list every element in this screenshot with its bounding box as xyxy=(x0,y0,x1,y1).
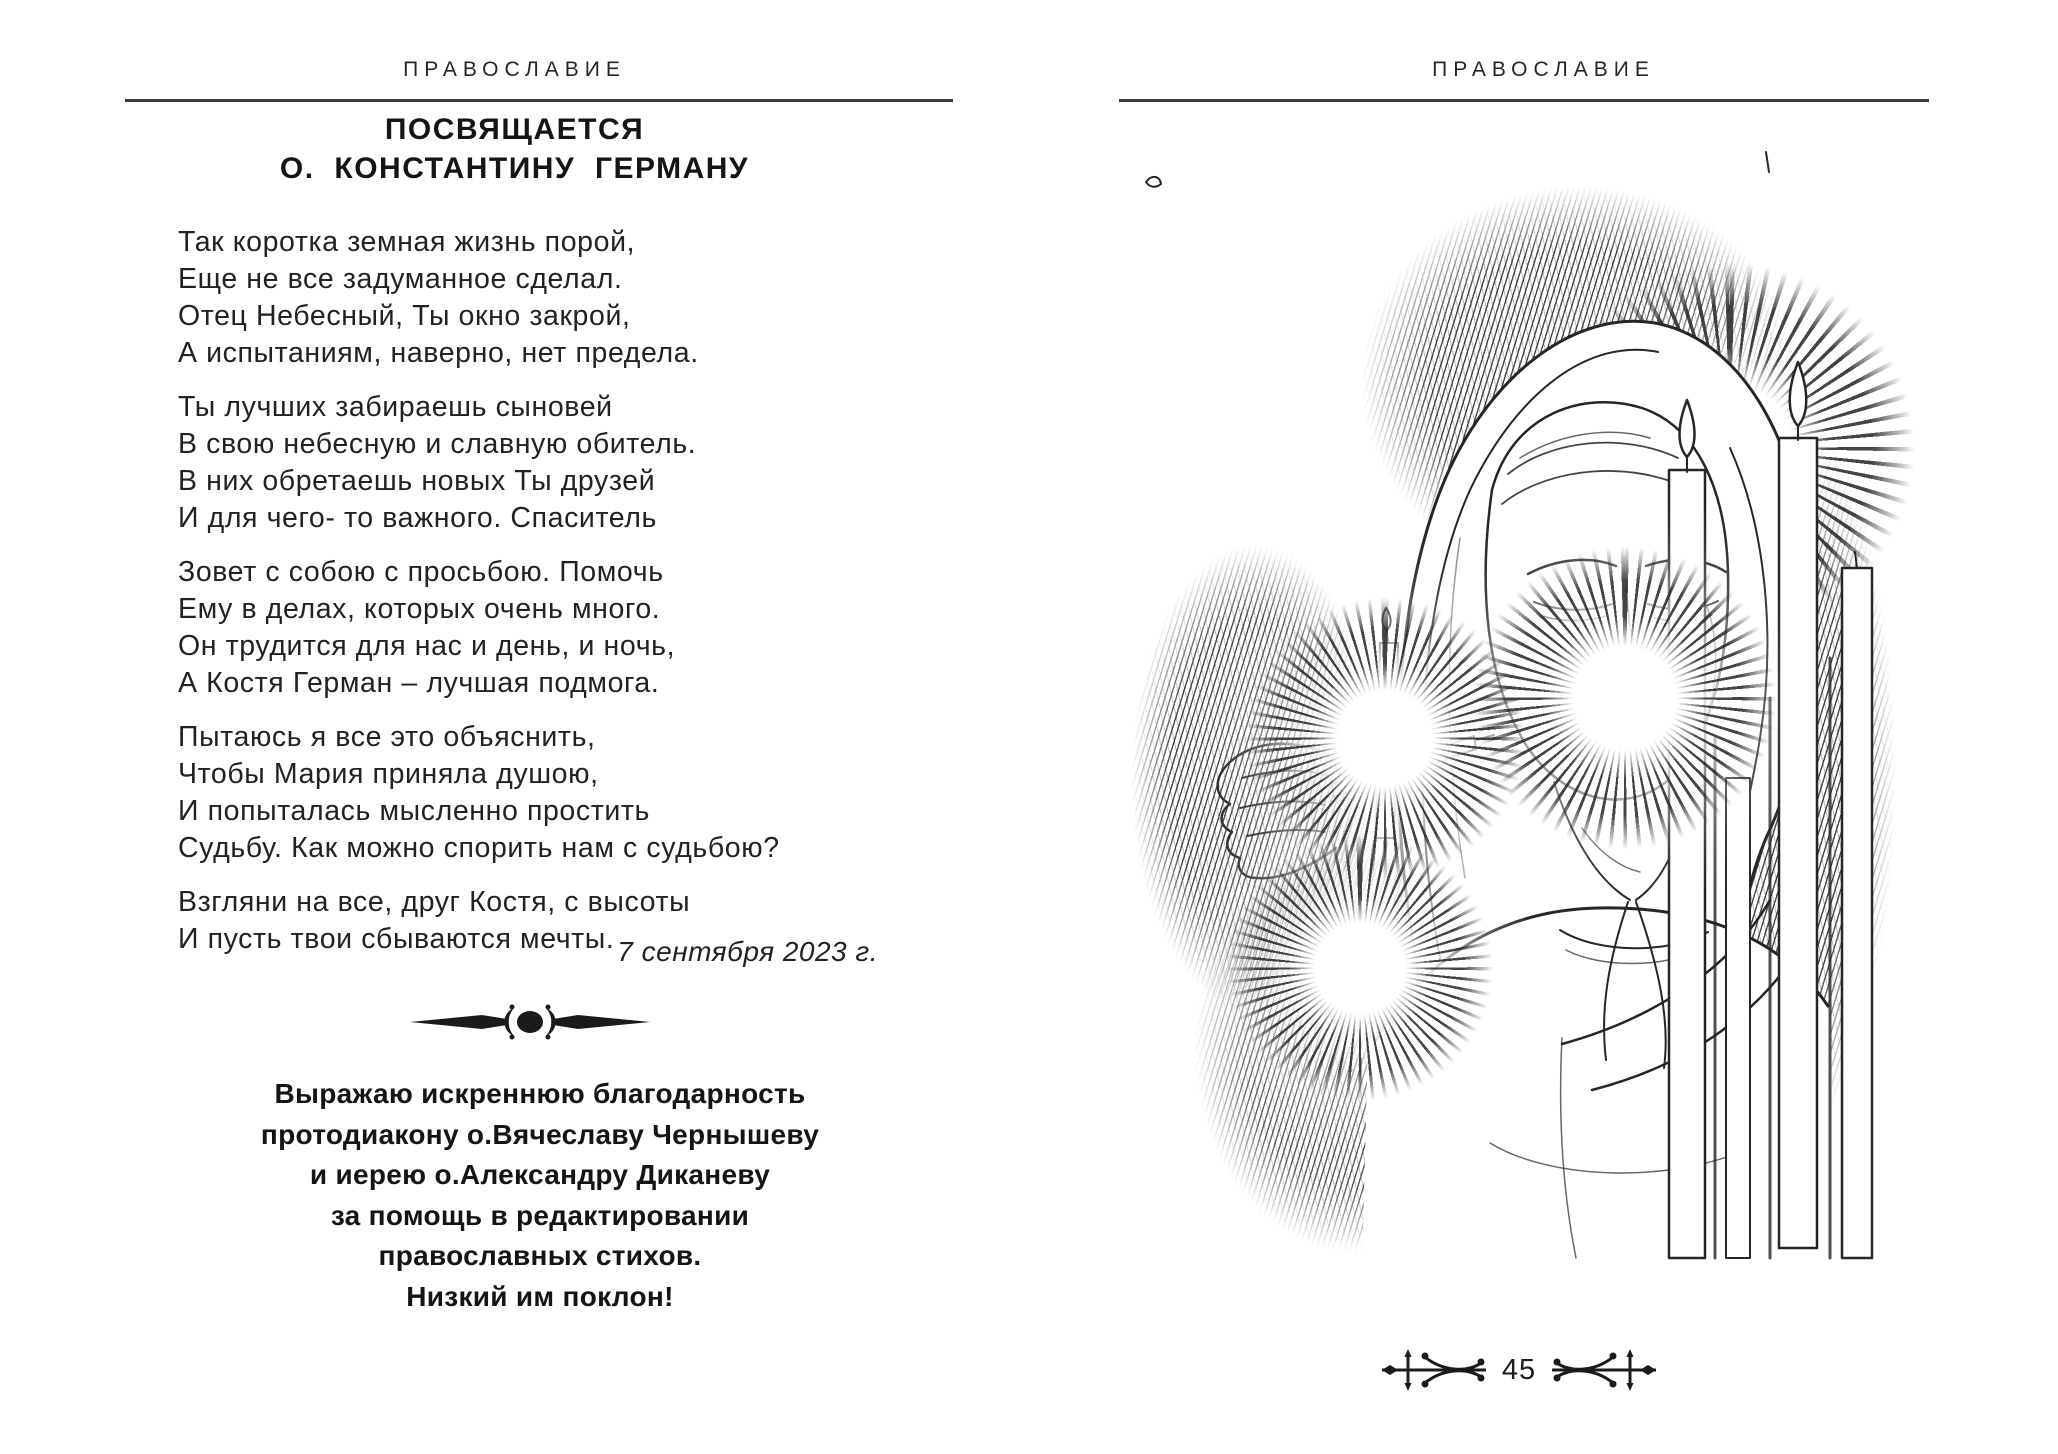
header-rule xyxy=(1119,99,1929,102)
poem-line: А испытаниям, наверно, нет предела. xyxy=(178,337,699,369)
poem-line: Пытаюсь я все это объяснить, xyxy=(178,721,596,753)
page-number: 45 xyxy=(1501,1353,1537,1386)
running-head: ПРАВОСЛАВИЕ xyxy=(1432,58,1655,81)
poem-line: А Костя Герман – лучшая подмога. xyxy=(178,667,660,699)
poem-line: В свою небесную и славную обитель. xyxy=(178,428,697,460)
header-rule xyxy=(125,99,953,102)
page-footer xyxy=(1029,1346,2009,1394)
stanza xyxy=(178,389,780,537)
ack-line: Низкий им поклон! xyxy=(406,1280,674,1312)
poem-title-line1: ПОСВЯЩАЕТСЯ xyxy=(384,113,645,146)
divider-ornament-icon xyxy=(408,1000,652,1044)
candle-starburst xyxy=(1180,788,1540,1148)
stanza xyxy=(178,224,780,372)
ack-line: за помощь в редактировании xyxy=(330,1199,750,1231)
stanza xyxy=(178,554,780,702)
poem-line: Взгляни на все, друг Костя, с высоты xyxy=(178,886,691,918)
ack-line: протодиакону о.Вячеславу Чернышеву xyxy=(260,1118,820,1150)
poem-line: В них обретаешь новых Ты друзей xyxy=(178,465,656,497)
footer-ornament-right-icon xyxy=(1552,1346,1656,1394)
poem-line: Зовет с собою с просьбою. Помочь xyxy=(178,556,664,588)
poem-line: Ему в делах, которых очень много. xyxy=(178,593,661,625)
ack-line: и иерею о.Александру Диканеву xyxy=(309,1159,771,1190)
poem-title-line2: О. КОНСТАНТИНУ ГЕРМАНУ xyxy=(279,152,750,185)
poem-line: Он трудится для нас и день, и ночь, xyxy=(178,630,676,662)
poem-line: Отец Небесный, Ты окно закрой, xyxy=(178,300,631,332)
poem-line: Еще не все задуманное сделал. xyxy=(178,263,623,295)
ack-line: православных стихов. xyxy=(378,1240,702,1271)
poem-line: Судьбу. Как можно спорить нам с судьбою? xyxy=(178,832,780,864)
acknowledgment xyxy=(80,1074,1000,1317)
poem-line: Так коротка земная жизнь порой, xyxy=(178,226,636,258)
right-page xyxy=(1029,0,2058,1454)
poem-title xyxy=(0,110,1029,188)
poem-line: И попыталась мысленно простить xyxy=(178,795,650,827)
footer-ornament-left-icon xyxy=(1382,1346,1486,1394)
poem-line: И для чего- то важного. Спаситель xyxy=(178,502,657,534)
running-head: ПРАВОСЛАВИЕ xyxy=(403,58,626,81)
ack-line: Выражаю искреннюю благодарность xyxy=(274,1078,806,1109)
poem-date: 7 сентября 2023 г. xyxy=(617,936,878,967)
poem-line: Ты лучших забираешь сыновей xyxy=(178,391,613,423)
poem xyxy=(178,224,780,975)
poem-line: Чтобы Мария приняла душою, xyxy=(178,758,599,790)
illustration-woman-lighting-candles xyxy=(1130,138,1930,1288)
stanza xyxy=(178,719,780,867)
poem-line: И пусть твои сбываются мечты. xyxy=(178,923,615,955)
